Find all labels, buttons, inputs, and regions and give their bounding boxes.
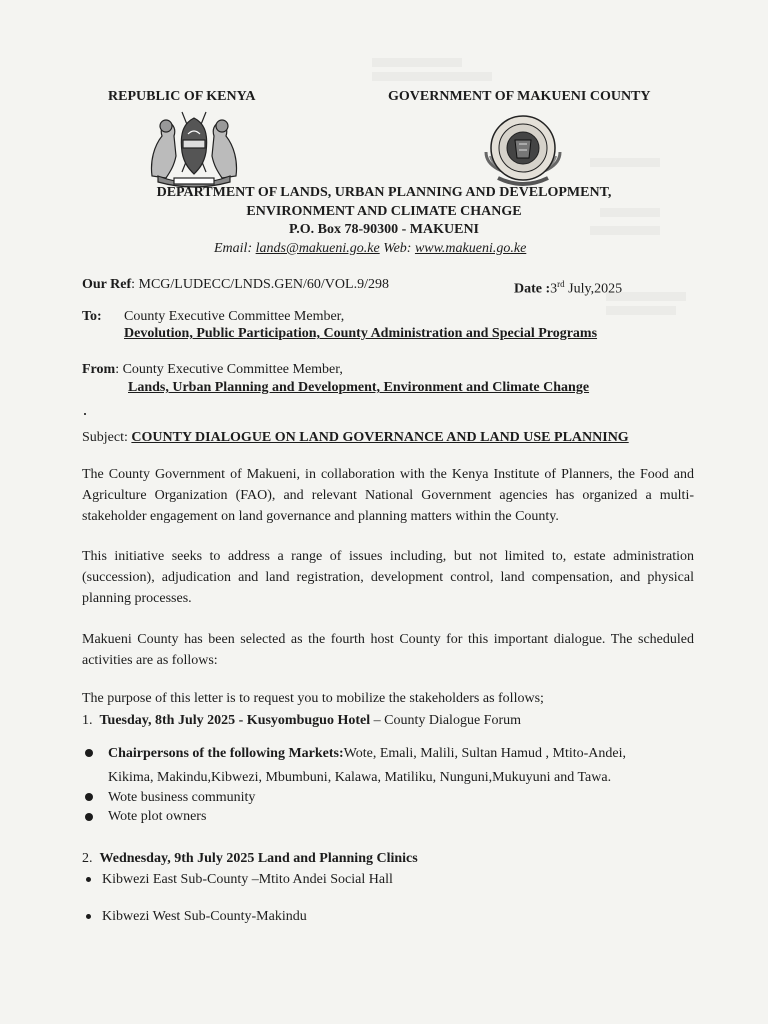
paragraph-initiative: This initiative seeks to address a range of issues including, but not limited to, estate administration (succession), adjudication and land registration, development control, land compensation, and physical planning processes. (82, 549, 694, 606)
item-2-date-event: Wednesday, 9th July 2025 Land and Planning Clinics (99, 851, 418, 866)
email-label: Email: (214, 241, 253, 256)
reference-line (82, 276, 389, 293)
bullet-business-community: Wote business community (108, 790, 256, 805)
stray-mark (84, 413, 86, 415)
paragraph-purpose: The purpose of this letter is to request you to mobilize the stakeholders as follows; (82, 691, 544, 706)
subject-label: Subject: (82, 430, 128, 445)
from-label: From (82, 362, 116, 377)
from-role: : County Executive Committee Member, (115, 362, 343, 377)
paragraph-intro: The County Government of Makueni, in collaboration with the Kenya Institute of Planners, the Food and Agriculture Organization (FAO), and relevant National Government agencies has organized a multi-stakeholder engagement on land governance and planning matters within the County. (82, 467, 694, 524)
date-suffix: rd (557, 279, 565, 289)
item-1-event: – County Dialogue Forum (370, 713, 521, 728)
item-1-date-venue: Tuesday, 8th July 2025 - Kusyombuguo Hotel (99, 713, 371, 728)
to-label: To: (82, 309, 102, 324)
ref-value: : MCG/LUDECC/LNDS.GEN/60/VOL.9/298 (131, 277, 389, 292)
department-line-2: ENVIRONMENT AND CLIMATE CHANGE (246, 204, 522, 219)
county-government-title: GOVERNMENT OF MAKUENI COUNTY (388, 89, 651, 104)
bullet-icon (86, 877, 91, 882)
makueni-county-seal-icon (478, 112, 568, 192)
bullet-plot-owners: Wote plot owners (108, 809, 207, 824)
postal-address: P.O. Box 78-90300 - MAKUENI (288, 222, 480, 237)
paragraph-host-county: Makueni County has been selected as the fourth host County for this important dialogue. The scheduled activities are as follows: (82, 632, 694, 668)
from-line-2: Lands, Urban Planning and Development, Environment and Climate Change (128, 380, 590, 395)
department-line-1: DEPARTMENT OF LANDS, URBAN PLANNING AND DEVELOPMENT, (156, 185, 612, 200)
republic-title: REPUBLIC OF KENYA (108, 89, 256, 104)
bullet-chairpersons-markets: Wote, Emali, Malili, Sultan Hamud , Mtito-Andei, (343, 746, 626, 761)
item-2-number: 2. (82, 851, 93, 866)
web-label: Web: (383, 241, 412, 256)
kenya-coat-of-arms-icon (144, 106, 244, 188)
subject-value: COUNTY DIALOGUE ON LAND GOVERNANCE AND LAND USE PLANNING (131, 430, 629, 445)
bullet-chairpersons-label: Chairpersons of the following Markets: (108, 746, 344, 761)
date-label: Date : (514, 281, 551, 297)
bullet-kibwezi-east: Kibwezi East Sub-County –Mtito Andei Social Hall (102, 872, 393, 887)
bullet-icon (85, 813, 93, 821)
date-rest: July,2025 (564, 281, 623, 297)
bullet-icon (85, 749, 93, 757)
date-line (514, 276, 622, 298)
to-line-1: County Executive Committee Member, (124, 309, 345, 324)
to-line-2: Devolution, Public Participation, County Administration and Special Programs (124, 326, 598, 341)
subject-line (82, 429, 629, 446)
item-1-heading (82, 712, 521, 729)
bullet-icon (86, 914, 91, 919)
item-2-heading (82, 850, 418, 867)
item-1-number: 1. (82, 713, 93, 728)
bullet-chairpersons (108, 745, 626, 762)
date-day: 3 (550, 281, 558, 297)
bullet-kibwezi-west: Kibwezi West Sub-County-Makindu (102, 909, 307, 924)
ref-label: Our Ref (82, 277, 132, 292)
web-link[interactable]: www.makueni.go.ke (414, 241, 527, 256)
contact-line (214, 240, 526, 257)
bullet-icon (85, 793, 93, 801)
email-link[interactable]: lands@makueni.go.ke (255, 241, 380, 256)
from-line-1 (82, 361, 343, 378)
bullet-chairpersons-cont: Kikima, Makindu,Kibwezi, Mbumbuni, Kalawa, Matiliku, Nunguni,Mukuyuni and Tawa. (108, 770, 612, 785)
